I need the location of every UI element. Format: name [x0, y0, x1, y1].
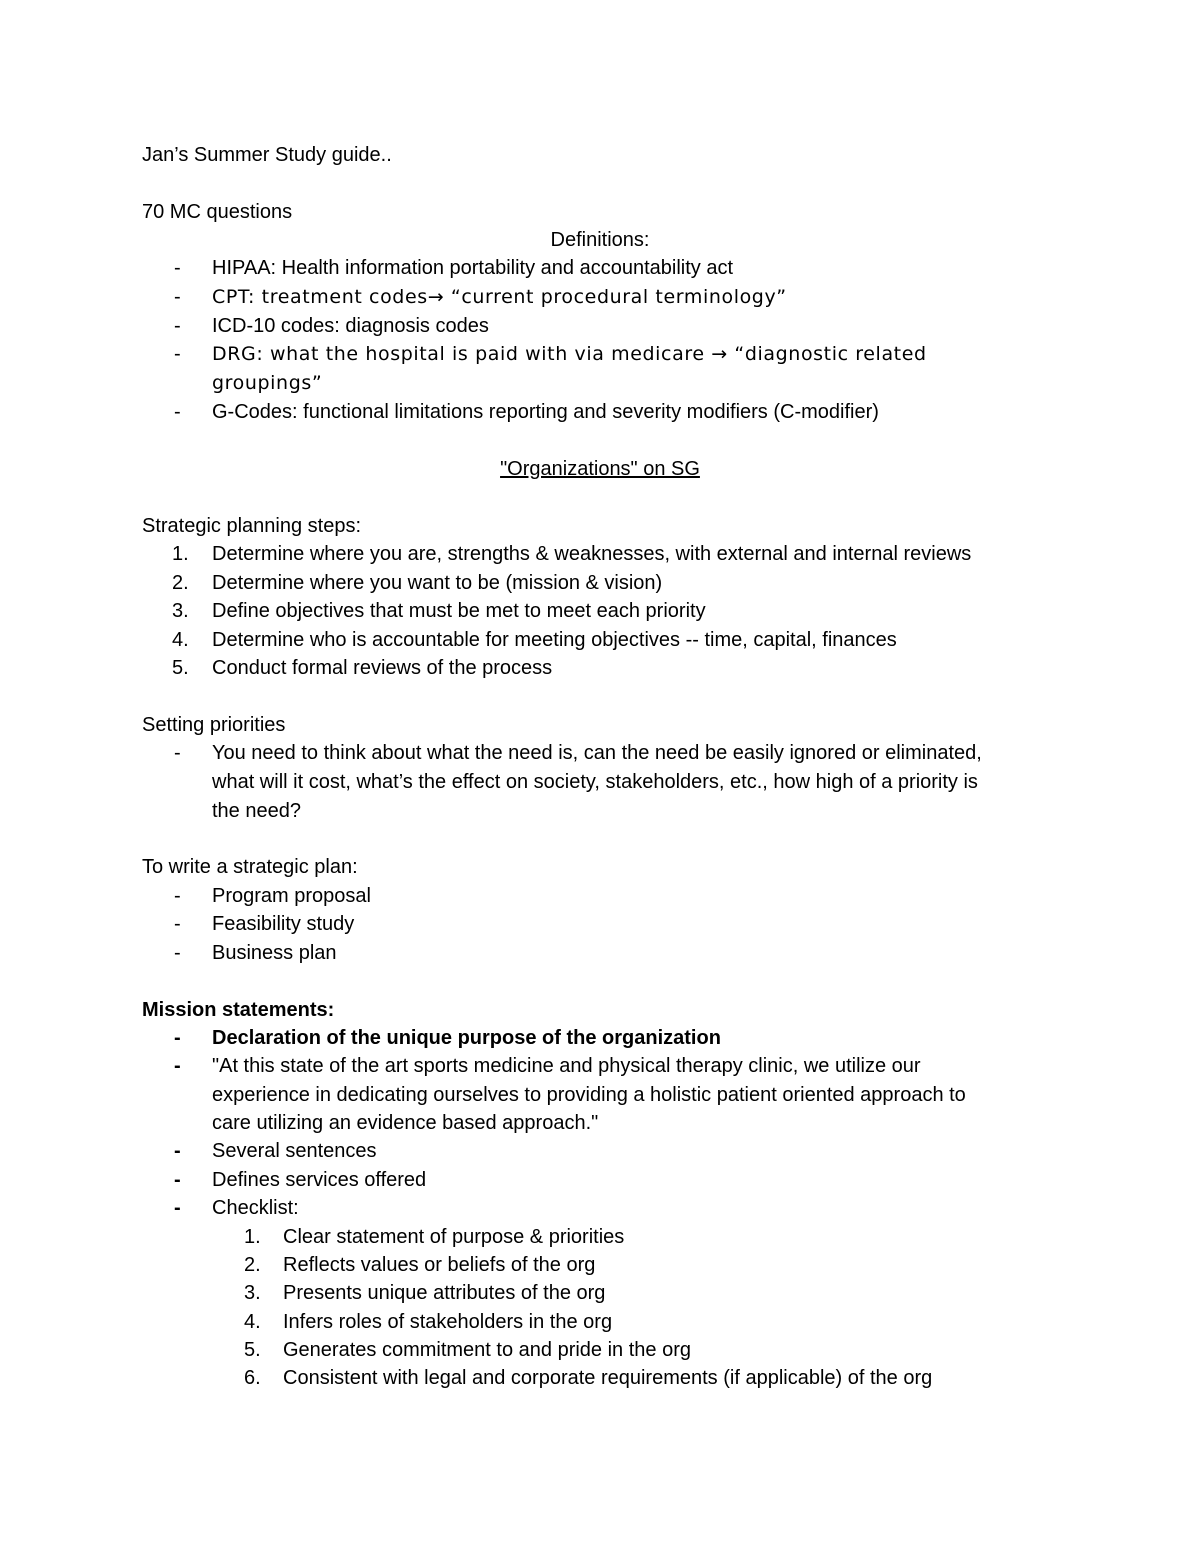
bullet-dash: - — [174, 315, 181, 337]
bullet-dash: - — [174, 286, 181, 308]
step-text: Determine who is accountable for meeting objectives -- time, capital, finances — [212, 629, 897, 651]
bullet-dash: - — [174, 913, 181, 935]
checklist-text: Clear statement of purpose & priorities — [283, 1226, 625, 1248]
list-number: 3. — [244, 1282, 261, 1304]
step-text: Determine where you are, strengths & weaknesses, with external and internal reviews — [212, 543, 972, 565]
list-number: 2. — [172, 572, 189, 594]
mission-item-text: Defines services offered — [212, 1169, 427, 1191]
list-number: 3. — [172, 600, 189, 622]
mission-item-text: Checklist: — [212, 1197, 299, 1219]
bullet-dash: - — [174, 1169, 181, 1191]
mission-item-text: experience in dedicating ourselves to providing a holistic patient oriented approach to — [212, 1084, 966, 1106]
priorities-heading: Setting priorities — [142, 714, 286, 736]
plan-item-text: Business plan — [212, 942, 337, 964]
list-number: 1. — [244, 1226, 261, 1248]
definition-text: groupings” — [212, 372, 323, 394]
priorities-text: the need? — [212, 800, 301, 822]
list-number: 6. — [244, 1367, 261, 1389]
list-number: 5. — [172, 657, 189, 679]
plan-item-text: Feasibility study — [212, 913, 355, 935]
mission-item-text: "At this state of the art sports medicine and physical therapy clinic, we utilize our — [212, 1055, 921, 1077]
document-title: Jan’s Summer Study guide.. — [142, 144, 392, 166]
bullet-dash: - — [174, 1027, 181, 1049]
checklist-text: Infers roles of stakeholders in the org — [283, 1311, 613, 1333]
list-number: 1. — [172, 543, 189, 565]
mission-heading: Mission statements: — [142, 999, 335, 1021]
priorities-text: You need to think about what the need is, can the need be easily ignored or eliminated, — [212, 742, 982, 764]
checklist-text: Generates commitment to and pride in the org — [283, 1339, 691, 1361]
definition-text: CPT: treatment codes→ “current procedural terminology” — [212, 286, 787, 308]
bullet-dash: - — [174, 885, 181, 907]
list-number: 4. — [172, 629, 189, 651]
definition-text: HIPAA: Health information portability and accountability act — [212, 257, 734, 279]
list-number: 4. — [244, 1311, 261, 1333]
step-text: Define objectives that must be met to meet each priority — [212, 600, 706, 622]
organizations-heading: "Organizations" on SG — [500, 458, 700, 480]
mission-item-text: care utilizing an evidence based approach." — [212, 1112, 599, 1134]
definition-text: G-Codes: functional limitations reporting and severity modifiers (C-modifier) — [212, 401, 879, 423]
bullet-dash: - — [174, 742, 181, 764]
bullet-dash: - — [174, 1197, 181, 1219]
bullet-dash: - — [174, 343, 181, 365]
bullet-dash: - — [174, 942, 181, 964]
strategic-heading: Strategic planning steps: — [142, 515, 362, 537]
step-text: Determine where you want to be (mission & vision) — [212, 572, 663, 594]
checklist-text: Consistent with legal and corporate requirements (if applicable) of the org — [283, 1367, 933, 1389]
definitions-heading: Definitions: — [550, 229, 650, 251]
question-count: 70 MC questions — [142, 201, 293, 223]
plan-heading: To write a strategic plan: — [142, 856, 358, 878]
definition-text: ICD-10 codes: diagnosis codes — [212, 315, 489, 337]
checklist-text: Presents unique attributes of the org — [283, 1282, 606, 1304]
checklist-text: Reflects values or beliefs of the org — [283, 1254, 596, 1276]
priorities-text: what will it cost, what’s the effect on society, stakeholders, etc., how high of a priority is — [212, 771, 978, 793]
bullet-dash: - — [174, 1055, 181, 1077]
definition-text: DRG: what the hospital is paid with via medicare → “diagnostic related — [212, 343, 927, 365]
step-text: Conduct formal reviews of the process — [212, 657, 553, 679]
bullet-dash: - — [174, 257, 181, 279]
mission-item-text: Declaration of the unique purpose of the organization — [212, 1027, 721, 1049]
list-number: 5. — [244, 1339, 261, 1361]
bullet-dash: - — [174, 401, 181, 423]
list-number: 2. — [244, 1254, 261, 1276]
plan-item-text: Program proposal — [212, 885, 371, 907]
bullet-dash: - — [174, 1140, 181, 1162]
mission-item-text: Several sentences — [212, 1140, 377, 1162]
